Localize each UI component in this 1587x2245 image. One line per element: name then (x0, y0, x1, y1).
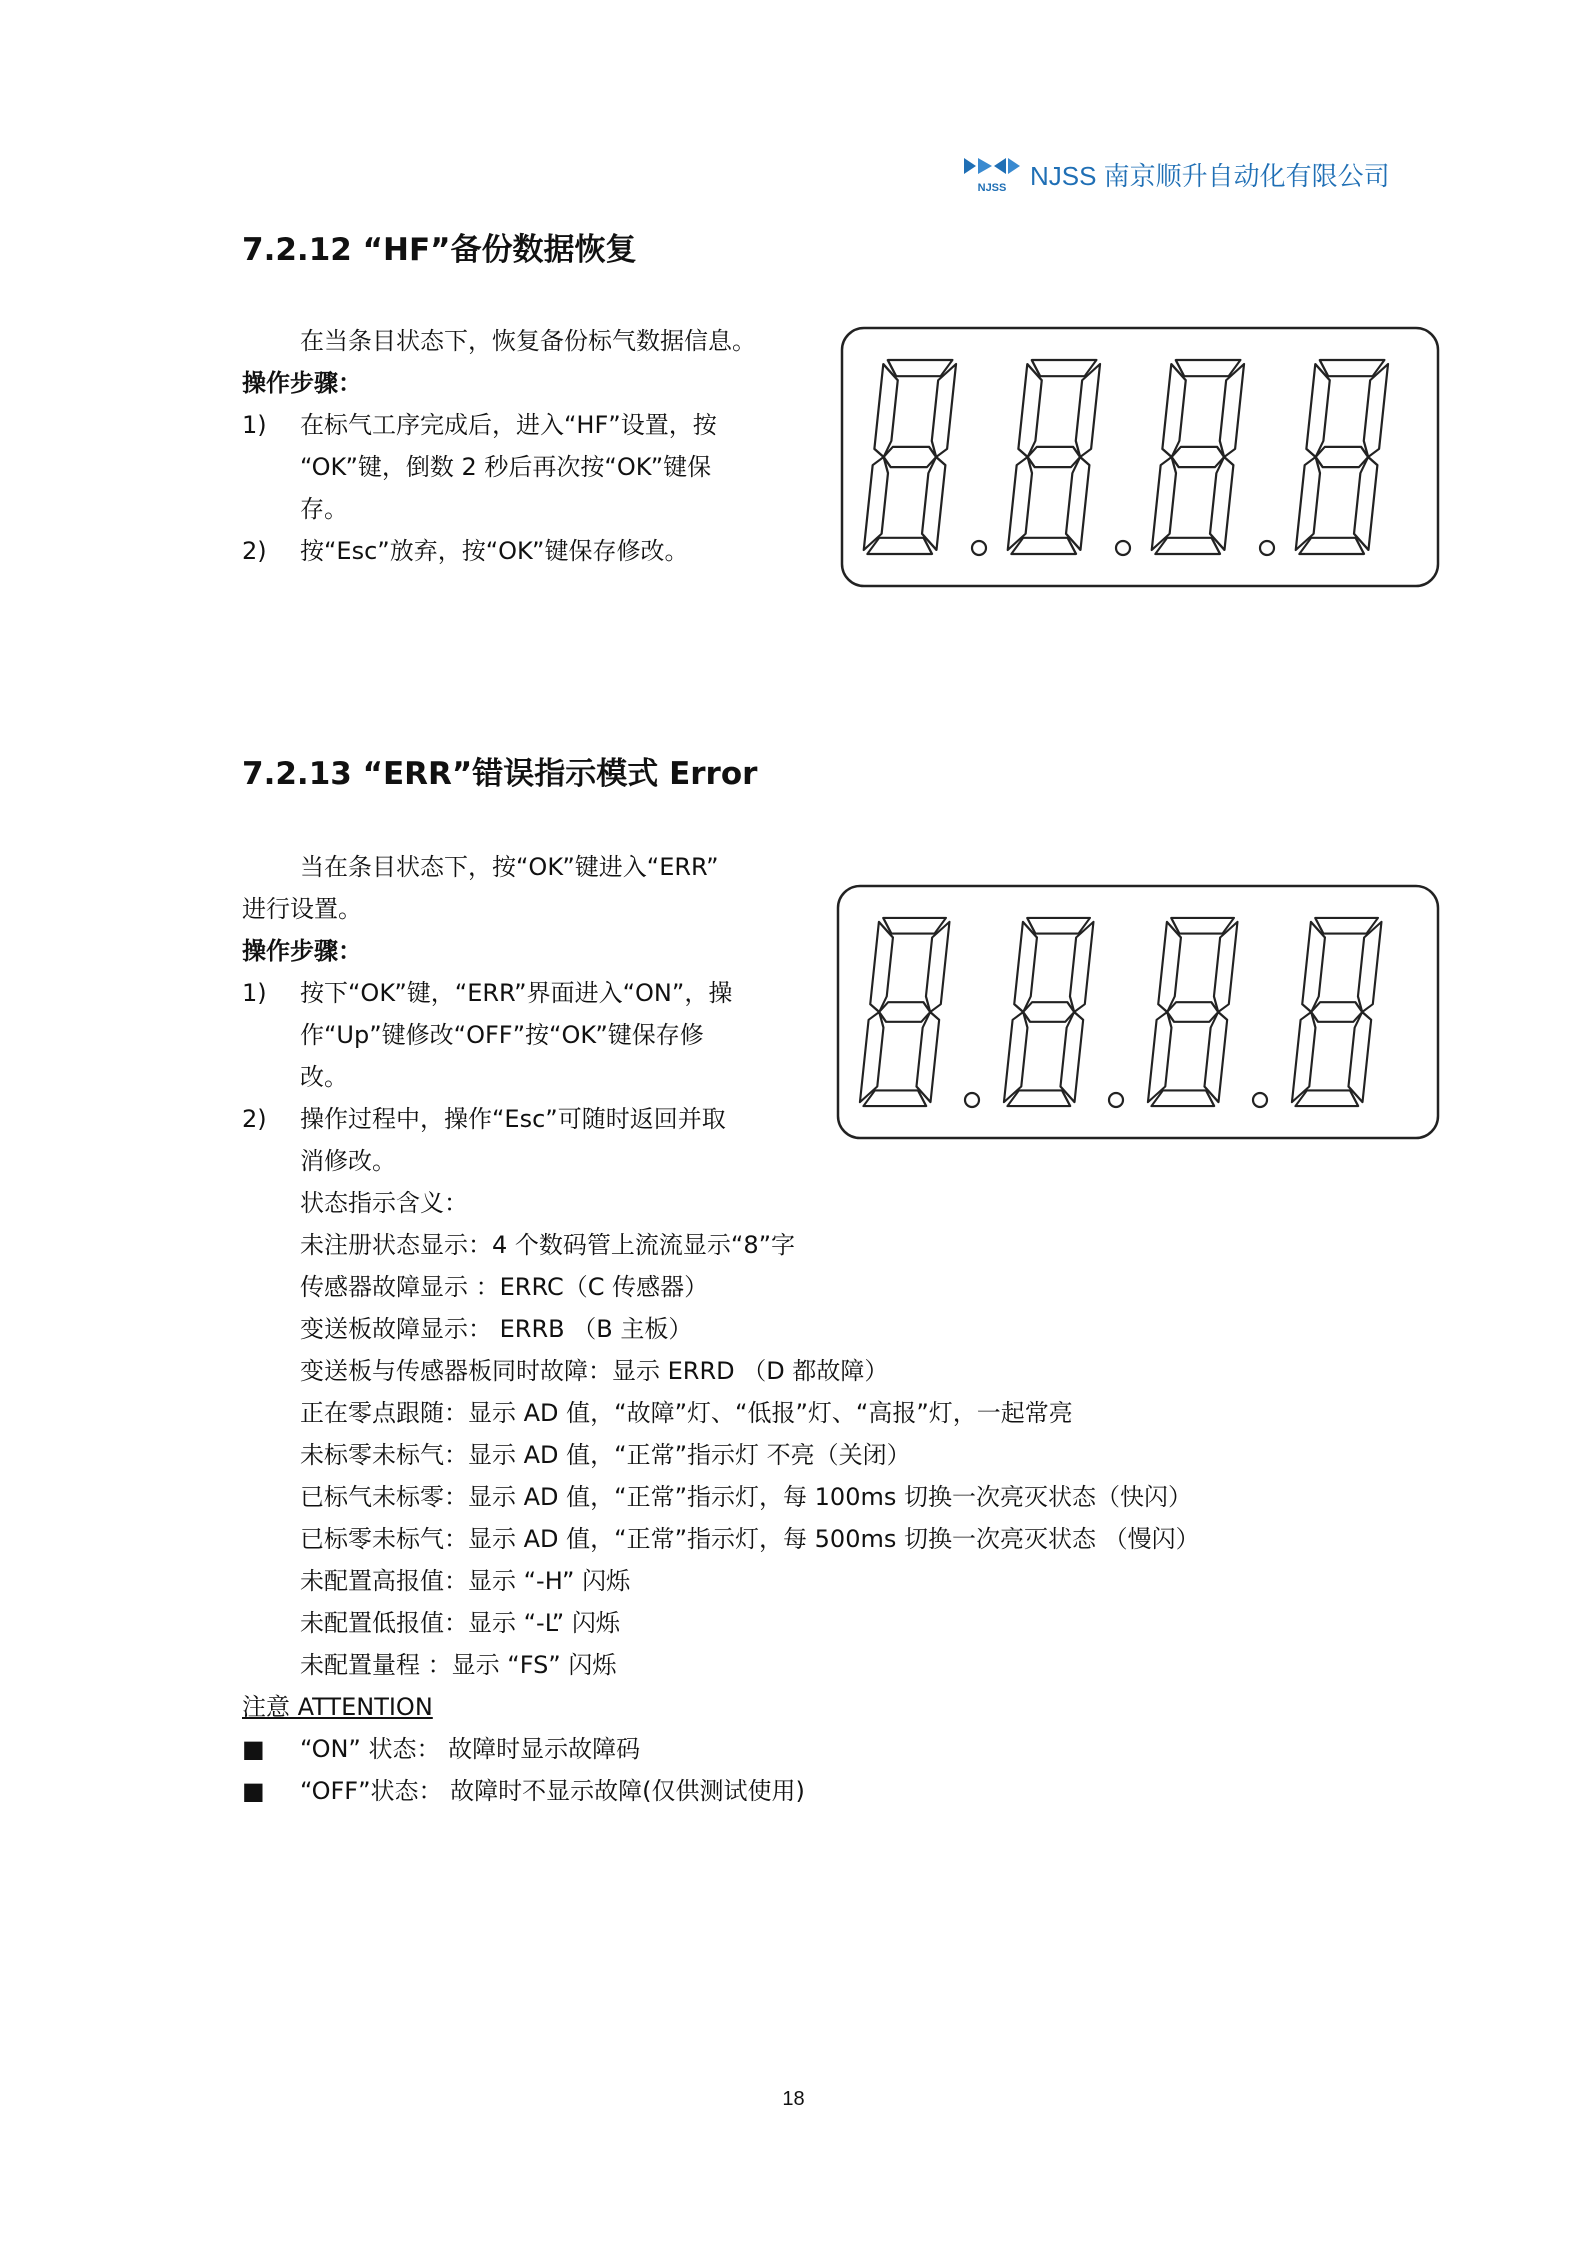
segment-d (1299, 538, 1365, 554)
bullet-item (242, 1728, 1142, 1772)
status-line: 变送板与传感器板同时故障：显示 ERRD （D 都故障） (300, 1357, 889, 1385)
step-line: “OK”键，倒数 2 秒后再次按“OK”键保 (300, 453, 712, 481)
status-meaning-list (300, 1182, 1400, 1692)
segment-g (1027, 447, 1082, 467)
segment-g (878, 1002, 931, 1022)
err-intro-line-2: 进行设置。 (242, 895, 362, 923)
step-line: 改。 (300, 1063, 348, 1091)
section-title-hf: 7.2.12 “HF”备份数据恢复 (242, 232, 637, 268)
segment-a (886, 360, 952, 376)
page-number: 18 (782, 2088, 805, 2110)
bullet-square-icon: ■ (242, 1735, 265, 1763)
status-line: 未标零未标气：显示 AD 值，“正常”指示灯 不亮（关闭） (300, 1441, 911, 1469)
bullet-square-icon: ■ (242, 1777, 265, 1805)
step-line: 消修改。 (300, 1147, 396, 1175)
segment-a (1026, 918, 1090, 934)
decimal-point (1260, 541, 1274, 555)
decimal-point (965, 1093, 979, 1107)
step-line: 作“Up”键修改“OFF”按“OK”键保存修 (300, 1021, 704, 1049)
decimal-point (1109, 1093, 1123, 1107)
segment-g (1166, 1002, 1219, 1022)
attention-label: 注意 ATTENTION (242, 1693, 433, 1721)
segment-d (1151, 1090, 1215, 1106)
step-number: 2) (242, 537, 267, 565)
seven-segment-display-err (836, 884, 1440, 1140)
decimal-point (1253, 1093, 1267, 1107)
segment-g (1022, 1002, 1075, 1022)
bullet-text: “ON” 状态： 故障时显示故障码 (300, 1735, 641, 1763)
segment-a (882, 918, 946, 934)
status-line: 正在零点跟随：显示 AD 值，“故障”灯、“低报”灯、“高报”灯，一起常亮 (300, 1399, 1073, 1427)
status-line: 已标气未标零：显示 AD 值，“正常”指示灯，每 100ms 切换一次亮灭状态（快闪） (300, 1483, 1192, 1511)
segment-a (1314, 918, 1378, 934)
page-header (962, 152, 1390, 196)
status-line: 传感器故障显示 ：ERRC（C 传感器） (300, 1273, 709, 1301)
segment-d (1007, 1090, 1071, 1106)
company-name: NJSS 南京顺升自动化有限公司 (1030, 160, 1390, 191)
hf-step-1 (242, 404, 822, 534)
njss-logo-icon (962, 154, 1022, 194)
err-intro-line-1: 当在条目状态下，按“OK”键进入“ERR” (300, 853, 719, 881)
seven-segment-display-hf (840, 326, 1440, 588)
status-line: 变送板故障显示： ERRB （B 主板） (300, 1315, 693, 1343)
segment-a (1318, 360, 1384, 376)
segment-d (1011, 538, 1077, 554)
bullet-item (242, 1770, 1142, 1814)
err-steps-label: 操作步骤： (242, 937, 362, 965)
hf-steps-label: 操作步骤： (242, 369, 362, 397)
step-line: 按下“OK”键，“ERR”界面进入“ON”，操 (300, 979, 733, 1007)
step-number: 1) (242, 411, 267, 439)
step-line: 按“Esc”放弃，按“OK”键保存修改。 (300, 537, 689, 565)
segment-d (867, 538, 933, 554)
section-title-err: 7.2.13 “ERR”错误指示模式 Error (242, 756, 758, 792)
segment-d (1295, 1090, 1359, 1106)
segment-g (883, 447, 938, 467)
step-line: 在标气工序完成后，进入“HF”设置，按 (300, 411, 717, 439)
status-line: 未配置量程 ：显示 “FS” 闪烁 (300, 1651, 617, 1679)
step-number: 1) (242, 979, 267, 1007)
segment-a (1174, 360, 1240, 376)
bullet-text: “OFF”状态： 故障时不显示故障(仅供测试使用) (300, 1777, 805, 1805)
status-line: 未注册状态显示：4 个数码管上流流显示“8”字 (300, 1231, 796, 1259)
segment-d (863, 1090, 927, 1106)
decimal-point (1116, 541, 1130, 555)
err-step-1 (242, 972, 822, 1102)
segment-g (1310, 1002, 1363, 1022)
logo-brand-text: NJSS (977, 182, 1007, 194)
segment-g (1171, 447, 1226, 467)
err-step-2 (242, 1098, 822, 1186)
segment-g (1315, 447, 1370, 467)
segment-d (1155, 538, 1221, 554)
status-line: 未配置高报值：显示 “-H” 闪烁 (300, 1567, 631, 1595)
hf-step-2 (242, 530, 822, 574)
status-line: 状态指示含义： (300, 1189, 468, 1217)
step-line: 操作过程中，操作“Esc”可随时返回并取 (300, 1105, 726, 1133)
step-line: 存。 (300, 495, 348, 523)
status-line: 已标零未标气：显示 AD 值，“正常”指示灯，每 500ms 切换一次亮灭状态 （慢闪） (300, 1525, 1200, 1553)
hf-intro: 在当条目状态下，恢复备份标气数据信息。 (300, 327, 756, 355)
segment-a (1170, 918, 1234, 934)
step-number: 2) (242, 1105, 267, 1133)
segment-a (1030, 360, 1096, 376)
decimal-point (972, 541, 986, 555)
status-line: 未配置低报值：显示 “-L” 闪烁 (300, 1609, 620, 1637)
